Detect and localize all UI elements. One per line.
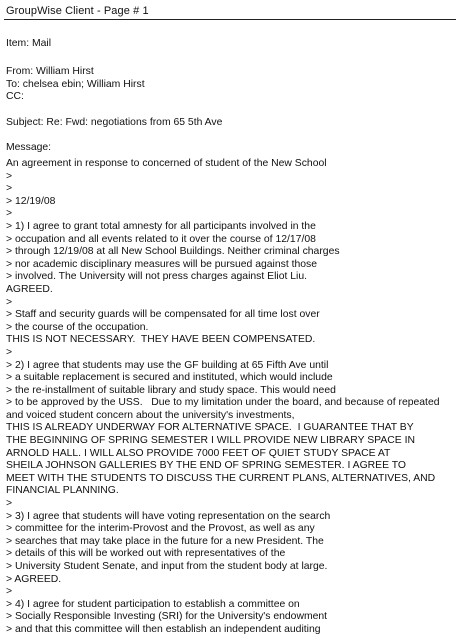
mail-subject-block (6, 117, 222, 155)
cc-line: CC: (6, 91, 24, 103)
mail-item-block (6, 38, 51, 51)
message-line: THE BEGINNING OF SPRING SEMESTER I WILL PROVIDE NEW LIBRARY SPACE IN (6, 435, 415, 447)
message-line: > (6, 183, 13, 195)
message-line: > 1) I agree to grant total amnesty for all participants involved in the (6, 220, 316, 232)
page-header-title: GroupWise Client - Page # 1 (6, 5, 149, 17)
message-line: > (6, 586, 13, 598)
message-line: ARNOLD HALL. I WILL ALSO PROVIDE 7000 FEET OF QUIET STUDY SPACE AT (6, 447, 391, 459)
message-line: > 2) I agree that students may use the GF building at 65 Fifth Ave until (6, 359, 329, 371)
message-line: > details of this will be worked out with representatives of the (6, 548, 286, 560)
message-line: > occupation and all events related to it over the course of 12/17/08 (6, 233, 316, 245)
header-rule (4, 19, 456, 20)
message-line: THIS IS NOT NECESSARY. THEY HAVE BEEN COMPENSATED. (6, 334, 316, 346)
message-line: and voiced student concern about the university's investments, (6, 409, 295, 421)
message-line: > AGREED. (6, 573, 62, 585)
message-line: > (6, 346, 13, 358)
message-line: > 12/19/08 (6, 195, 56, 207)
message-line: > 4) I agree for student participation to establish a committee on (6, 598, 300, 610)
subject-line: Subject: Re: Fwd: negotiations from 65 5th Ave (6, 117, 223, 128)
message-line: > (6, 208, 13, 220)
message-line: > 3) I agree that students will have voting representation on the search (6, 510, 331, 522)
message-line: > to be approved by the USS. Due to my limitation under the board, and because of repeated (6, 397, 440, 409)
message-line: > (6, 170, 13, 182)
message-line: > Socially Responsible Investing (SRI) for the University's endowment (6, 611, 328, 623)
message-line: > committee for the interim-Provost and the Provost, as well as any (6, 523, 315, 535)
message-body (6, 158, 440, 637)
message-line: > University Student Senate, and input from the student body at large. (6, 561, 328, 572)
message-line: > through 12/19/08 at all New School Buildings. Neither criminal charges (6, 246, 340, 258)
message-line: > nor academic disciplinary measures will be pursued against those (6, 258, 318, 270)
message-line: > searches that may take place in the future for a new President. The (6, 535, 324, 547)
message-line: SHEILA JOHNSON GALLERIES BY THE END OF SPRING SEMESTER. I AGREE TO (6, 460, 406, 472)
message-label: Message: (6, 142, 52, 154)
message-line: > Staff and security guards will be compensated for all time lost over (6, 309, 320, 321)
message-line: > the course of the occupation. (6, 321, 149, 333)
message-line: AGREED. (6, 283, 53, 295)
message-line: FINANCIAL PLANNING. (6, 485, 119, 497)
message-line: THIS IS ALREADY UNDERWAY FOR ALTERNATIVE SPACE. I GUARANTEE THAT BY (6, 422, 414, 434)
item-line: Item: Mail (6, 38, 52, 49)
message-line: > (6, 296, 13, 308)
message-line: > involved. The University will not press charges against Eliot Liu. (6, 271, 307, 283)
message-line: > and that this committee will then establish an independent auditing (6, 623, 321, 635)
message-line: An agreement in response to concerned of student of the New School (6, 158, 327, 169)
message-line: > (6, 498, 13, 510)
from-line: From: William Hirst (6, 66, 94, 77)
message-line: MEET WITH THE STUDENTS TO DISCUSS THE CURRENT PLANS, ALTERNATIVES, AND (6, 472, 436, 484)
to-line: To: chelsea ebin; William Hirst (6, 78, 145, 90)
mail-address-block (6, 66, 145, 104)
message-line: > a suitable replacement is secured and instituted, which would include (6, 372, 333, 384)
message-line: > the re-installment of suitable library and study space. This would need (6, 384, 336, 396)
